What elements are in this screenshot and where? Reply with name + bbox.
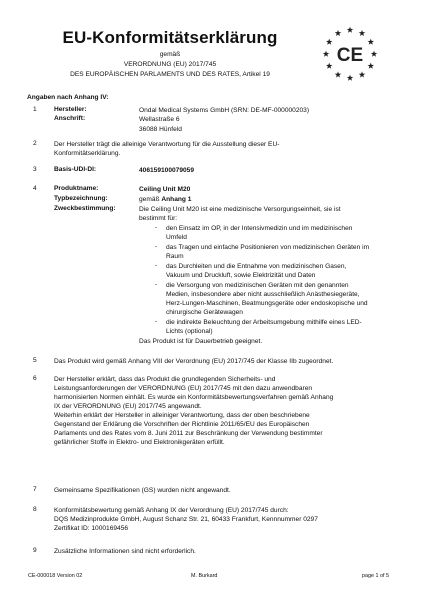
footer-document-id: CE-000018 Version 02 <box>28 573 83 579</box>
star-icon <box>326 39 332 45</box>
star-icon <box>323 51 329 57</box>
title-line-3: DES EUROPÄISCHEN PARLAMENTS UND DES RATES, Artikel 19 <box>70 71 270 78</box>
item-6-line-8: gefährlicher Stoffe in Elektro- und Elektronikgeräten erfüllt. <box>54 439 225 446</box>
type-label: Typbezeichnung: <box>54 195 108 202</box>
item-6-line-4: IX der VERORDNUNG (EU) 2017/745 angewandt. <box>54 403 202 410</box>
bullet-dash: - <box>155 262 158 269</box>
star-icon <box>335 71 341 77</box>
item-6-line-3: harmonisierten Normen einhält. Es wurde ein Konformitätsbewertungsverfahren gemäß Anhang <box>54 394 334 401</box>
item-6-line-1: Der Hersteller erklärt, dass das Produkt die grundlegenden Sicherheits- und <box>54 376 276 383</box>
bullet-dash: - <box>155 281 158 288</box>
document-title: EU-Konformitätserklärung <box>62 28 278 47</box>
purpose-label: Zweckbestimmung: <box>54 205 116 212</box>
star-icon <box>326 63 332 69</box>
bullet-dash: - <box>155 318 158 325</box>
ce-mark: CE <box>336 45 364 66</box>
type-value <box>139 195 191 204</box>
bullet-dash: - <box>155 224 158 231</box>
bullet-4-line-3: Herz-Lungen-Maschinen, Beatmungsgeräte oder endoskopische und <box>166 300 368 307</box>
star-icon <box>368 39 374 45</box>
item-9-text: Zusätzliche Informationen sind nicht erforderlich. <box>54 548 196 555</box>
star-icon <box>335 30 341 36</box>
ce-eu-stars-logo-icon <box>320 24 380 84</box>
star-icon <box>347 75 353 81</box>
item-number-8: 8 <box>33 506 37 513</box>
product-name-value: Ceiling Unit M20 <box>139 186 191 193</box>
purpose-line-2: bestimmt für: <box>139 215 178 222</box>
item-6-line-7: Parlaments und des Rates vom 8. Juni 2011 zur Beschränkung der Verwendung bestimmter <box>54 430 323 437</box>
item-5-text: Das Produkt wird gemäß Anhang VIII der Verordnung (EU) 2017/745 der Klasse IIb zugeordnet. <box>54 358 334 365</box>
item-number-1: 1 <box>33 106 37 113</box>
manufacturer-label: Hersteller: <box>54 106 87 113</box>
bullet-3-line-1: das Durchleiten und die Entnahme von medizinischen Gasen, <box>166 263 347 270</box>
address-line-2: 36088 Hünfeld <box>139 126 182 133</box>
type-annex: Anhang 1 <box>161 196 192 203</box>
item-number-9: 9 <box>33 547 37 554</box>
star-icon <box>359 71 365 77</box>
udi-value: 406159100079059 <box>139 167 195 174</box>
purpose-closing: Das Produkt ist für Dauerbetrieb geeignet. <box>139 338 263 345</box>
udi-label: Basis-UDI-DI: <box>54 166 97 173</box>
bullet-2-line-2: Raum <box>166 253 184 260</box>
title-line-2: VERORDNUNG (EU) 2017/745 <box>123 61 217 68</box>
item-2-line-1: Der Hersteller trägt die alleinige Verantwortung für die Ausstellung dieser EU- <box>54 141 280 148</box>
bullet-5-line-1: die indirekte Beleuchtung der Arbeitsumgebung mithilfe eines LED- <box>166 319 362 326</box>
item-6-line-5: Weiterhin erklärt der Hersteller in alleiniger Verantwortung, dass der oben beschriebene <box>54 412 310 419</box>
bullet-5-line-2: Lichts (optional) <box>166 328 213 335</box>
star-icon <box>371 51 377 57</box>
star-icon <box>359 30 365 36</box>
item-number-7: 7 <box>33 486 37 493</box>
item-number-6: 6 <box>33 375 37 382</box>
item-8-line-1: Konformitätsbewertung gemäß Anhang IX der Verordnung (EU) 2017/745 durch: <box>54 507 289 514</box>
bullet-1-line-2: Umfeld <box>166 234 187 241</box>
item-8-line-3: Zertifikat ID: 1000169456 <box>54 525 129 532</box>
item-number-5: 5 <box>33 357 37 364</box>
star-icon <box>347 27 353 33</box>
item-number-4: 4 <box>33 185 37 192</box>
item-6-line-6: Gegenstand der Erklärung die Vorschriften der Richtlinie 2011/65/EU des Europäischen <box>54 421 310 428</box>
purpose-line-1: Die Ceiling Unit M20 ist eine medizinische Versorgungseinheit, sie ist <box>139 206 341 213</box>
bullet-1-line-1: den Einsatz im OP, in der Intensivmedizin und im medizinischen <box>166 225 353 232</box>
item-2-line-2: Konformitätserklärung. <box>54 150 121 157</box>
footer-page-number: page 1 of 5 <box>362 573 389 579</box>
title-line-1: gemäß <box>159 51 181 58</box>
item-7-text: Gemeinsame Spezifikationen (GS) wurden nicht angewandt. <box>54 487 231 494</box>
footer-author: M. Burkard <box>191 573 218 579</box>
product-name-label: Produktname: <box>54 185 99 192</box>
bullet-4-line-2: Medien, insbesondere aber nicht ausschließlich Anästhesiegeräte, <box>166 291 360 298</box>
item-8-line-2: DQS Medizinprodukte GmbH, August Schanz Str. 21, 60433 Frankfurt, Kennnummer 0297 <box>54 516 318 523</box>
item-number-2: 2 <box>33 140 37 147</box>
address-label: Anschrift: <box>54 115 86 122</box>
bullet-3-line-2: Vakuum und Druckluft, sowie Elektrizität und Daten <box>166 272 316 279</box>
section-heading: Angaben nach Anhang IV: <box>27 94 109 101</box>
bullet-4-line-4: chirurgische Gerätewagen <box>166 309 243 316</box>
item-number-3: 3 <box>33 166 37 173</box>
bullet-2-line-1: das Tragen und einfache Positionieren von medizinischen Geräten im <box>166 244 370 251</box>
star-icon <box>368 63 374 69</box>
bullet-4-line-1: die Versorgung von medizinischen Geräten mit den genannten <box>166 282 349 289</box>
address-line-1: Wellastraße 6 <box>139 116 180 123</box>
manufacturer-value: Ondal Medical Systems GmbH (SRN: DE-MF-000000203) <box>139 107 310 114</box>
bullet-dash: - <box>155 243 158 250</box>
type-prefix: gemäß <box>139 196 160 203</box>
item-6-line-2: Leistungsanforderungen der VERORDNUNG (EU) 2017/745 mit den dazu anwendbaren <box>54 385 313 392</box>
